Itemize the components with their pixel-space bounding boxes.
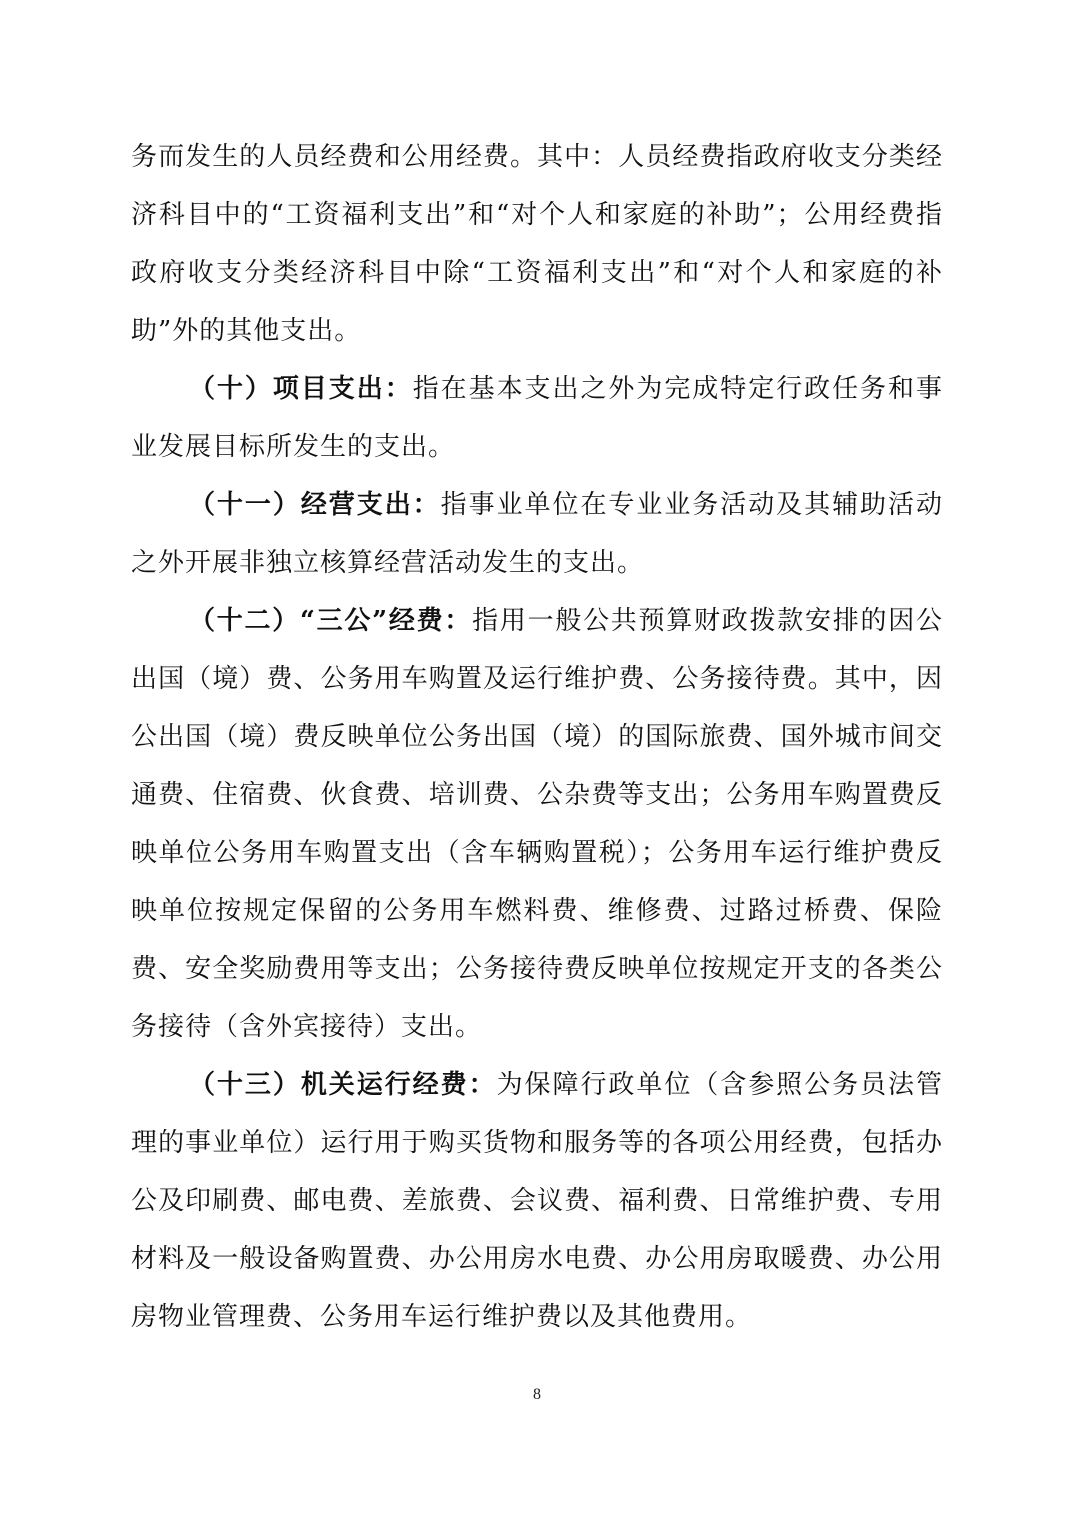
paragraph-agency-operating-funds: [131, 1056, 943, 1346]
body-text: [131, 128, 943, 1346]
paragraph-text: 指在基本支出之外为完成特定行政任务和事业发展目标所发生的支出。: [131, 374, 943, 462]
page-number: 8: [533, 1386, 541, 1403]
term-heading: （十二）“三公”经费：: [189, 606, 473, 636]
paragraph-project-expenditure: [131, 360, 943, 476]
paragraph-text: 指用一般公共预算财政拨款安排的因公出国（境）费、公务用车购置及运行维护费、公务接待费。其中，因公出国（境）费反映单位公务出国（境）的国际旅费、国外城市间交通费、住宿费、伙食费、培训费、公杂费等支出；公务用车购置费反映单位公务用车购置支出（含车辆购置税）；公务用车运行维护费反映单位按规定保留的公务用车燃料费、维修费、过路过桥费、保险费、安全奖励费用等支出；公务接待费反映单位按规定开支的各类公务接待（含外宾接待）支出。: [131, 606, 943, 1042]
paragraph-text: 为保障行政单位（含参照公务员法管理的事业单位）运行用于购买货物和服务等的各项公用经费，包括办公及印刷费、邮电费、差旅费、会议费、福利费、日常维护费、专用材料及一般设备购置费、办公用房水电费、办公用房取暖费、办公用房物业管理费、公务用车运行维护费以及其他费用。: [131, 1070, 943, 1332]
paragraph-continuation: [131, 128, 943, 360]
paragraph-operating-expenditure: [131, 476, 943, 592]
term-heading: （十一）经营支出：: [189, 490, 441, 520]
paragraph-text: 务而发生的人员经费和公用经费。其中：人员经费指政府收支分类经济科目中的“工资福利支出”和“对个人和家庭的补助”；公用经费指政府收支分类经济科目中除“工资福利支出”和“对个人和家庭的补助”外的其他支出。: [131, 142, 943, 346]
term-heading: （十三）机关运行经费：: [189, 1070, 497, 1100]
paragraph-three-public-funds: [131, 592, 943, 1056]
term-heading: （十）项目支出：: [189, 374, 413, 404]
paragraph-text: 指事业单位在专业业务活动及其辅助活动之外开展非独立核算经营活动发生的支出。: [131, 490, 943, 578]
